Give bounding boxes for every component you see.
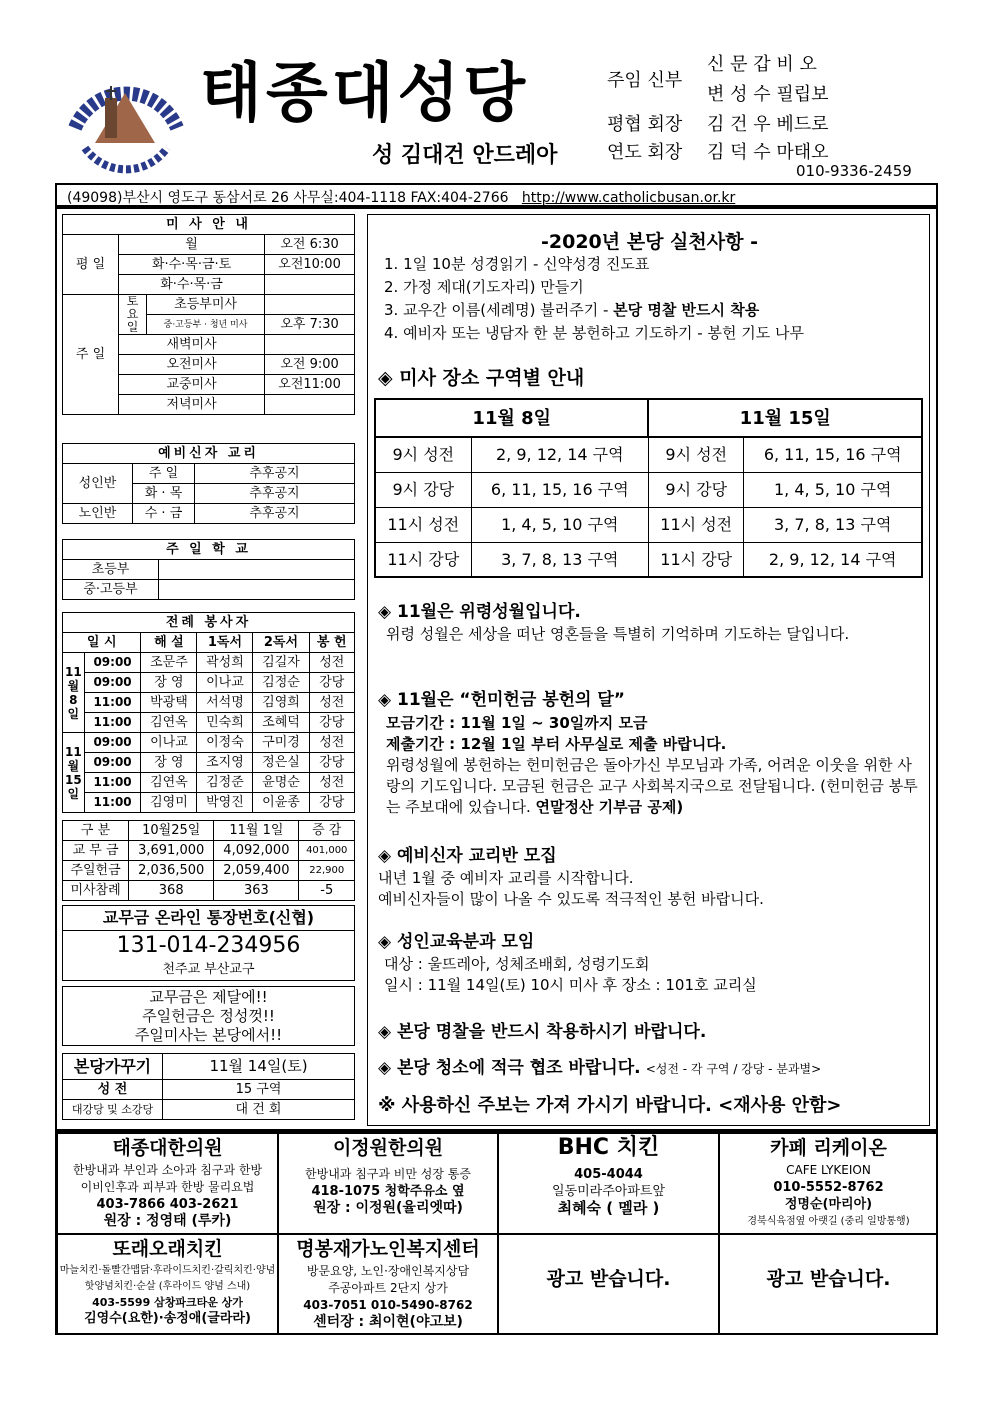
cell: 윤명순 — [253, 773, 309, 793]
cell: 1, 4, 5, 10 구역 — [471, 507, 648, 542]
cell: 09:00 — [84, 653, 141, 673]
notice-text: 위령 성월은 세상을 떠난 영혼들을 특별히 기억하며 기도하는 달입니다. — [386, 625, 850, 643]
cell: 김연옥 — [141, 773, 197, 793]
phone: 010-9336-2459 — [796, 162, 912, 180]
col-header: 11월 8일 — [375, 399, 648, 437]
cell: 성전 — [309, 733, 355, 753]
ad-name: 태종대한의원 — [112, 1137, 223, 1159]
role-label: 평협 회장 — [607, 114, 683, 135]
cell: 11시 성전 — [648, 507, 743, 542]
cell: 미사참례 — [63, 881, 129, 901]
col-header: 해 설 — [141, 633, 197, 653]
cell: 22,900 — [299, 861, 355, 881]
cell: 화·수·목·금·토 — [119, 255, 265, 275]
role-name: 신 문 갑 비 오 — [707, 54, 817, 75]
notice-subtext: <성전 - 각 구역 / 강당 - 분과별> — [645, 1062, 822, 1076]
school-title: 주 일 학 교 — [63, 540, 355, 560]
cell: 이정숙 — [197, 733, 253, 753]
col-header: 1독서 — [197, 633, 253, 653]
cell: 11:00 — [84, 773, 141, 793]
cell: 9시 강당 — [648, 472, 743, 507]
cell: 9시 성전 — [648, 437, 743, 472]
cell: 추후공지 — [195, 504, 355, 524]
ad-block — [57, 1133, 278, 1234]
cell: 11:00 — [84, 713, 141, 733]
cell: 이나교 — [197, 673, 253, 693]
cell: 오전10:00 — [265, 255, 355, 275]
cell: 11시 성전 — [375, 507, 471, 542]
cell: 새벽미사 — [119, 335, 265, 355]
cell: 대강당 및 소강당 — [63, 1100, 163, 1120]
account-box — [62, 905, 355, 981]
cell: 오전 9:00 — [265, 355, 355, 375]
cell: 월 — [119, 235, 265, 255]
cell: 김정준 — [197, 773, 253, 793]
cell: 주 일 — [133, 464, 195, 484]
liturgy-title: 전례 봉사자 — [63, 613, 355, 633]
slogan-box — [62, 986, 355, 1046]
sunday-label: 주 일 — [63, 295, 119, 415]
cell: 15 구역 — [163, 1080, 355, 1100]
practice-item: 3. 교우간 이름(세례명) 불러주기 - — [384, 301, 614, 319]
ad-line: 핫양념치킨·순살 (후라이드 양념 스내) — [84, 1281, 251, 1292]
account-holder: 천주교 부산교구 — [162, 962, 255, 977]
col-header: 2독서 — [253, 633, 309, 653]
cell: 박광택 — [141, 693, 197, 713]
liturgy-table — [62, 612, 355, 813]
address: (49098)부산시 영도구 동삼서로 26 사무실:404-1118 FAX:404-2766 — [67, 190, 509, 206]
cell: 강당 — [309, 713, 355, 733]
cell: 김영미 — [141, 793, 197, 813]
ads-section — [55, 1131, 938, 1335]
notice-heading: ◈ 본당 명찰을 반드시 착용하시기 바랍니다. — [378, 1022, 707, 1042]
website-link[interactable]: http://www.catholicbusan.or.kr — [521, 190, 736, 206]
cell: 토요일 — [119, 295, 147, 335]
cell: 노인반 — [63, 504, 133, 524]
role-name: 변 성 수 필립보 — [707, 84, 829, 105]
cell: 성전 — [309, 693, 355, 713]
notice-text: 예비신자들이 많이 나올 수 있도록 적극적인 봉헌 바랍니다. — [378, 890, 764, 908]
role-label: 연도 회장 — [607, 142, 683, 163]
cell — [159, 560, 355, 580]
cell: 정은실 — [253, 753, 309, 773]
cell: 강당 — [309, 673, 355, 693]
cell: 11시 강당 — [648, 542, 743, 577]
ad-block — [278, 1133, 498, 1234]
cell: 조지영 — [197, 753, 253, 773]
account-title: 교무금 온라인 통장번호(신협) — [63, 906, 354, 931]
slogan-line: 교무금은 제달에!! — [149, 988, 268, 1006]
ad-line: CAFE LYKEION — [786, 1163, 871, 1177]
cell: 2,059,400 — [214, 861, 299, 881]
cell: 강당 — [309, 793, 355, 813]
practice-title: -2020년 본당 실천사항 - — [541, 231, 758, 253]
notice-text: 모금기간 : 11월 1일 ~ 30일까지 모금 — [386, 714, 648, 732]
notice-text-bold: 연말정산 기부금 공제) — [535, 798, 684, 816]
cell: 김영희 — [253, 693, 309, 713]
ad-name: 또래오래치킨 — [112, 1238, 223, 1260]
cell: 장 영 — [141, 673, 197, 693]
cell: 오후 7:30 — [265, 315, 355, 335]
ad-line: 정명순(마리아) — [784, 1197, 873, 1212]
ad-line: 경북식육점옆 아랫길 (중리 일방통행) — [747, 1216, 910, 1227]
cell: 3, 7, 8, 13 구역 — [744, 507, 922, 542]
cell: 대 건 회 — [163, 1100, 355, 1120]
role-label: 주임 신부 — [607, 70, 683, 91]
ad-line: 이비인후과 피부과 한방 물리요법 — [80, 1180, 255, 1194]
cell: 성 전 — [63, 1080, 163, 1100]
notice-heading: ◈ 본당 청소에 적극 협조 바랍니다. — [378, 1058, 641, 1078]
church-patron: 성 김대건 안드레아 — [372, 143, 558, 168]
ad-name: 명봉재가노인복지센터 — [296, 1238, 480, 1260]
cell: 중·고등부 — [63, 580, 159, 600]
ad-line: 마늘치킨·돌빨간맵닭·후라이드치킨·갈릭치킨·양념 — [59, 1265, 276, 1276]
cell: 09:00 — [84, 733, 141, 753]
church-title: 태종대성당 — [200, 57, 530, 131]
ad-line: 김영수(요한)·송정애(글라라) — [84, 1311, 251, 1326]
cell: 성전 — [309, 773, 355, 793]
decor-date: 11월 14일(토) — [163, 1054, 355, 1080]
cell: 368 — [129, 881, 214, 901]
catechumen-table — [62, 443, 355, 524]
ad-line: 418-1075 청학주유소 옆 — [311, 1184, 465, 1199]
cell: 1, 4, 5, 10 구역 — [744, 472, 922, 507]
practice-item: 1. 1일 10분 성경읽기 - 신약성경 진도표 — [384, 255, 650, 273]
col-header: 10월25일 — [129, 821, 214, 841]
cell: 363 — [214, 881, 299, 901]
ad-line: 010-5552-8762 — [773, 1180, 884, 1195]
ad-line: 403-7051 010-5490-8762 — [303, 1298, 473, 1312]
cell — [265, 275, 355, 295]
cell: 6, 11, 15, 16 구역 — [471, 472, 648, 507]
notice-heading: ◈ 11월은 “헌미헌금 봉헌의 달” — [378, 690, 625, 710]
col-header: 증 감 — [299, 821, 355, 841]
ad-line: 최혜숙 ( 멜라 ) — [557, 1199, 660, 1217]
finance-table — [62, 820, 355, 901]
ad-block — [498, 1234, 719, 1335]
cell: 오전미사 — [119, 355, 265, 375]
address-bar — [55, 183, 938, 207]
cell: 민숙희 — [197, 713, 253, 733]
zones-title: ◈ 미사 장소 구역별 안내 — [378, 367, 585, 389]
cell: 주일헌금 — [63, 861, 129, 881]
cell: 김정순 — [253, 673, 309, 693]
cell: 중·고등부 · 청년 미사 — [147, 315, 265, 335]
ad-line: 주공아파트 2단지 상가 — [328, 1281, 448, 1295]
ad-name: BHC 치킨 — [557, 1135, 660, 1160]
slogan-line: 주일미사는 본당에서!! — [134, 1026, 283, 1044]
ad-line: 방문요양, 노인·장애인복지상담 — [306, 1264, 470, 1278]
cell: 11:00 — [84, 793, 141, 813]
cell: 9시 강당 — [375, 472, 471, 507]
mass-table — [62, 214, 355, 415]
cell: 장 영 — [141, 753, 197, 773]
notice-text: 대상 : 울뜨레아, 성체조배회, 성령기도회 — [384, 955, 650, 973]
ad-block — [719, 1234, 938, 1335]
ad-line: 한방내과 부인과 소아과 침구과 한방 — [72, 1163, 263, 1177]
cell: 11:00 — [84, 693, 141, 713]
ad-line: 한방내과 침구과 비만 성장 통증 — [305, 1167, 471, 1181]
cell: 서석명 — [197, 693, 253, 713]
slogan-line: 주일헌금은 정성껏!! — [142, 1007, 275, 1025]
ad-line: 405-4044 — [574, 1167, 643, 1182]
cell: 조혜덕 — [253, 713, 309, 733]
cell: 09:00 — [84, 753, 141, 773]
notice-text: 제출기간 : 12월 1일 부터 사무실로 제출 바랍니다. — [386, 735, 727, 753]
ad-block — [57, 1234, 278, 1335]
sunday-school-table — [62, 539, 355, 600]
ad-name: 광고 받습니다. — [766, 1268, 891, 1290]
notice-heading: ◈ 성인교육분과 모임 — [378, 932, 535, 952]
notice-heading: ◈ 11월은 위령성월입니다. — [378, 602, 581, 622]
cell — [265, 295, 355, 315]
ad-line: 센터장 : 최이현(야고보) — [313, 1314, 463, 1330]
cell: 저녁미사 — [119, 395, 265, 415]
notice-text: 내년 1월 중 예비자 교리를 시작합니다. — [378, 869, 634, 887]
cell: 교중미사 — [119, 375, 265, 395]
cell: 추후공지 — [195, 484, 355, 504]
cell: 11시 강당 — [375, 542, 471, 577]
cell: 조문주 — [141, 653, 197, 673]
catechumen-title: 예비신자 교리 — [63, 444, 355, 464]
zones-table — [374, 398, 923, 578]
col-header: 11월 15일 — [648, 399, 922, 437]
ad-line: 일동미라주아파트앞 — [551, 1184, 666, 1199]
cell: -5 — [299, 881, 355, 901]
decor-table — [62, 1053, 355, 1120]
cell — [159, 580, 355, 600]
cell — [265, 335, 355, 355]
cell: 수 · 금 — [133, 504, 195, 524]
cell: 3, 7, 8, 13 구역 — [471, 542, 648, 577]
cell: 2, 9, 12, 14 구역 — [744, 542, 922, 577]
col-header: 일 시 — [63, 633, 141, 653]
role-name: 김 건 우 베드로 — [707, 114, 829, 135]
decor-title: 본당가꾸기 — [63, 1054, 163, 1080]
ad-block — [498, 1133, 719, 1234]
church-seal — [55, 48, 197, 178]
cell: 곽성희 — [197, 653, 253, 673]
practice-item: 2. 가정 제대(기도자리) 만들기 — [384, 278, 584, 296]
date-cell: 11월15일 — [63, 733, 85, 813]
cell: 초등부미사 — [147, 295, 265, 315]
account-number: 131-014-234956 — [116, 933, 301, 958]
col-header: 11월 1일 — [214, 821, 299, 841]
cell: 6, 11, 15, 16 구역 — [744, 437, 922, 472]
cell: 오전 6:30 — [265, 235, 355, 255]
cell — [265, 395, 355, 415]
practice-item-bold: 본당 명찰 반드시 착용 — [613, 301, 760, 319]
cell: 박영진 — [197, 793, 253, 813]
cell: 화 · 목 — [133, 484, 195, 504]
cell: 성전 — [309, 653, 355, 673]
notices-panel — [367, 214, 930, 1126]
col-header: 구 분 — [63, 821, 129, 841]
ad-line: 403-5599 삼창파크타운 상가 — [92, 1296, 243, 1309]
cell: 3,691,000 — [129, 841, 214, 861]
ad-block — [278, 1234, 498, 1335]
cell: 초등부 — [63, 560, 159, 580]
mass-title: 미 사 안 내 — [63, 215, 355, 235]
ad-block — [719, 1133, 938, 1234]
cell: 화·수·목·금 — [119, 275, 265, 295]
cell: 김연옥 — [141, 713, 197, 733]
cell: 이윤종 — [253, 793, 309, 813]
notice-text: 위령성월에 봉헌하는 헌미헌금은 돌아가신 부모님과 가족, 어려운 이웃을 위한 사랑의 기도입니다. 모금된 헌금은 교구 사회복지국으로 전달됩니다. (헌미헌금 봉투는 주보대에 있습니다. — [386, 756, 918, 816]
cell: 2, 9, 12, 14 구역 — [471, 437, 648, 472]
cell: 이나교 — [141, 733, 197, 753]
cell: 4,092,000 — [214, 841, 299, 861]
cell: 9시 성전 — [375, 437, 471, 472]
ad-name: 이정원한의원 — [332, 1137, 444, 1159]
cell: 추후공지 — [195, 464, 355, 484]
cell: 2,036,500 — [129, 861, 214, 881]
cell: 09:00 — [84, 673, 141, 693]
date-cell: 11월8일 — [63, 653, 85, 733]
ad-line: 원장 : 이정원(율리엣따) — [313, 1200, 463, 1216]
cell: 401,000 — [299, 841, 355, 861]
cell: 성인반 — [63, 464, 133, 504]
ad-name: 카페 리케이온 — [770, 1137, 887, 1159]
role-name: 김 덕 수 마태오 — [707, 142, 829, 163]
ad-name: 광고 받습니다. — [546, 1268, 671, 1290]
col-header: 봉 헌 — [309, 633, 355, 653]
cell: 교 무 금 — [63, 841, 129, 861]
ad-line: 403-7866 403-2621 — [96, 1197, 239, 1212]
cell: 구미경 — [253, 733, 309, 753]
cell: 김길자 — [253, 653, 309, 673]
notice-heading: ◈ 예비신자 교리반 모집 — [378, 846, 557, 866]
notice-text: 일시 : 11월 14일(토) 10시 미사 후 장소 : 101호 교리실 — [384, 976, 757, 994]
notice-heading: ※ 사용하신 주보는 가져 가시기 바랍니다. <재사용 안함> — [378, 1095, 842, 1116]
ad-line: 원장 : 정영태 (루카) — [103, 1213, 232, 1229]
weekday-label: 평 일 — [63, 235, 119, 295]
cell: 강당 — [309, 753, 355, 773]
practice-item: 4. 예비자 또는 냉담자 한 분 봉헌하고 기도하기 - 봉헌 기도 나무 — [384, 324, 804, 342]
cell: 오전11:00 — [265, 375, 355, 395]
